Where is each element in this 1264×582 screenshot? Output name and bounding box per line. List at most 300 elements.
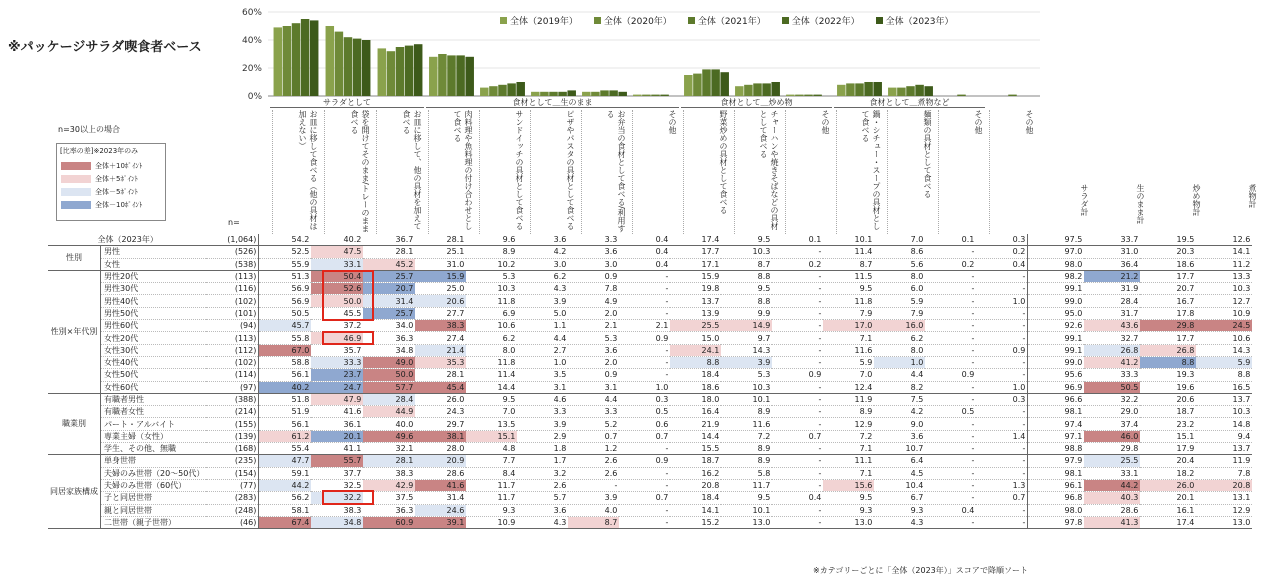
data-cell: 10.4	[874, 479, 925, 491]
data-cell: 7.8	[1196, 467, 1252, 479]
highlight-box	[322, 490, 374, 504]
data-cell: 1.0	[619, 381, 670, 393]
group-header: 食材として＿生のまま	[426, 97, 679, 108]
data-cell: 33.1	[1084, 467, 1140, 479]
data-cell: -	[772, 356, 823, 368]
data-cell: 49.6	[363, 430, 415, 442]
data-table	[48, 234, 1252, 529]
data-cell: 15.9	[415, 270, 466, 282]
column-header: お皿に移して、他の具材を加えて食べる	[376, 110, 423, 234]
data-cell: 9.5	[823, 283, 874, 295]
table-row	[48, 418, 1252, 430]
bar	[702, 69, 711, 96]
column-header: お皿に移して食べる（他の具材は加えない）	[272, 110, 319, 234]
data-cell: 4.3	[517, 283, 568, 295]
data-cell: 29.8	[1140, 320, 1196, 332]
data-cell: 0.7	[976, 492, 1028, 504]
bar	[753, 83, 762, 96]
table-row	[48, 295, 1252, 307]
row-label: 女性20代	[101, 332, 207, 344]
data-cell: 61.2	[259, 430, 312, 442]
bar	[795, 95, 804, 96]
data-cell: 2.6	[568, 467, 619, 479]
data-cell: 5.8	[721, 467, 772, 479]
data-cell: 15.2	[670, 516, 721, 528]
data-cell: 45.5	[311, 307, 363, 319]
data-cell: 36.1	[311, 418, 363, 430]
row-n: (102)	[206, 295, 259, 307]
data-cell: 16.7	[1140, 295, 1196, 307]
table-row	[48, 283, 1252, 295]
total-column-header: 煮物計	[1248, 184, 1257, 208]
data-cell: -	[619, 295, 670, 307]
data-cell: 47.7	[259, 455, 312, 467]
bar	[711, 69, 720, 96]
data-cell: 16.2	[670, 467, 721, 479]
data-cell: 7.0	[874, 234, 925, 246]
data-cell: -	[619, 443, 670, 455]
column-header: チャーハンや焼きそばなどの具材として食べる	[734, 110, 780, 234]
data-cell: 45.4	[415, 381, 466, 393]
data-cell: 96.6	[1028, 393, 1085, 405]
data-cell: 26.0	[1140, 479, 1196, 491]
data-cell: 0.3	[619, 393, 670, 405]
data-cell: 3.3	[517, 406, 568, 418]
data-cell: 3.6	[874, 430, 925, 442]
data-cell: 0.3	[976, 234, 1028, 246]
row-n: (235)	[206, 455, 259, 467]
bar	[888, 88, 897, 96]
row-n: (155)	[206, 418, 259, 430]
row-n: (101)	[206, 307, 259, 319]
data-cell: 16.5	[1196, 381, 1252, 393]
data-cell: 14.9	[721, 320, 772, 332]
data-cell: 50.5	[259, 307, 312, 319]
data-cell: -	[925, 443, 976, 455]
data-cell: 20.6	[1140, 393, 1196, 405]
data-cell: 2.0	[568, 307, 619, 319]
row-n: (113)	[206, 332, 259, 344]
data-cell: -	[619, 369, 670, 381]
data-cell: -	[925, 295, 976, 307]
data-cell: 52.5	[259, 246, 312, 258]
key-label: 全体＋5ﾎﾟｲﾝﾄ	[95, 175, 138, 183]
data-cell: 11.2	[1196, 258, 1252, 270]
data-cell: 12.4	[823, 381, 874, 393]
data-cell: 24.1	[670, 344, 721, 356]
row-n: (94)	[206, 320, 259, 332]
data-cell: 7.2	[823, 430, 874, 442]
data-cell: 49.0	[363, 356, 415, 368]
data-cell: 3.9	[721, 356, 772, 368]
data-cell: 8.0	[874, 270, 925, 282]
data-cell: 0.2	[772, 258, 823, 270]
data-cell: 24.5	[1196, 320, 1252, 332]
data-cell: 17.9	[1140, 443, 1196, 455]
key-swatch	[61, 175, 91, 183]
data-cell: 0.9	[568, 369, 619, 381]
row-label: 男性	[101, 246, 207, 258]
data-cell: 13.0	[1196, 516, 1252, 528]
data-cell: 34.0	[363, 320, 415, 332]
data-cell: 56.2	[259, 492, 312, 504]
data-cell: 38.3	[415, 320, 466, 332]
data-cell: 4.4	[568, 393, 619, 405]
group-header: 食材として＿炒め物	[681, 97, 832, 108]
data-cell: 37.2	[311, 320, 363, 332]
data-cell: 7.7	[466, 455, 517, 467]
data-cell: 33.1	[311, 258, 363, 270]
data-cell: 7.0	[823, 369, 874, 381]
data-cell: 28.1	[363, 246, 415, 258]
data-cell: 19.6	[1140, 381, 1196, 393]
data-cell: 56.1	[259, 369, 312, 381]
data-cell: 10.6	[466, 320, 517, 332]
column-header: 野菜炒めの具材として食べる	[683, 110, 729, 234]
data-cell: 28.0	[415, 443, 466, 455]
bar	[693, 74, 702, 96]
data-cell: 58.8	[259, 356, 312, 368]
data-cell: 40.0	[363, 418, 415, 430]
column-header: 袋を開けてそのまま/トレーのまま食べる	[324, 110, 371, 234]
data-cell: 19.5	[1140, 234, 1196, 246]
data-cell: -	[976, 467, 1028, 479]
data-cell: 10.3	[1196, 406, 1252, 418]
data-cell: 11.9	[823, 393, 874, 405]
data-cell: 8.2	[874, 381, 925, 393]
bar	[326, 26, 335, 96]
data-cell: 99.1	[1028, 332, 1085, 344]
data-cell: 5.3	[568, 332, 619, 344]
data-cell: 0.3	[976, 393, 1028, 405]
column-header: ピザやパスタの具材として食べる	[530, 110, 576, 234]
row-label: 全体（2023年）	[48, 234, 206, 246]
bar	[744, 85, 753, 96]
data-cell: 42.9	[363, 479, 415, 491]
y-tick-label: 0%	[247, 92, 262, 102]
data-cell: 5.3	[466, 270, 517, 282]
data-cell: 56.9	[259, 283, 312, 295]
data-cell: -	[619, 479, 670, 491]
data-cell: 3.5	[517, 369, 568, 381]
data-cell: 36.4	[1084, 258, 1140, 270]
data-cell: 0.1	[925, 234, 976, 246]
data-cell: 4.3	[874, 516, 925, 528]
bar	[531, 92, 540, 96]
data-cell: 41.2	[1084, 356, 1140, 368]
data-cell: 1.0	[976, 381, 1028, 393]
data-cell: 3.1	[568, 381, 619, 393]
data-cell: -	[925, 332, 976, 344]
key-swatch	[61, 201, 91, 209]
y-tick-label: 60%	[241, 8, 262, 18]
row-n: (112)	[206, 344, 259, 356]
table-row	[48, 479, 1252, 491]
table-row	[48, 320, 1252, 332]
data-cell: 98.2	[1028, 270, 1085, 282]
data-cell: -	[925, 320, 976, 332]
data-cell: -	[772, 467, 823, 479]
data-cell: -	[772, 516, 823, 528]
column-header: サンドイッチの具材として食べる	[479, 110, 525, 234]
table-row	[48, 430, 1252, 442]
data-cell: 67.0	[259, 344, 312, 356]
bar	[684, 75, 693, 96]
row-n: (116)	[206, 283, 259, 295]
data-cell: 27.7	[415, 307, 466, 319]
data-cell: 45.2	[363, 258, 415, 270]
category-label: 性別	[48, 246, 101, 271]
data-cell: 11.4	[466, 369, 517, 381]
data-cell: 28.4	[1084, 295, 1140, 307]
data-cell: -	[976, 270, 1028, 282]
data-cell: -	[925, 344, 976, 356]
data-cell: 96.9	[1028, 381, 1085, 393]
data-cell: 16.4	[670, 406, 721, 418]
data-cell: 18.7	[670, 455, 721, 467]
table-row	[48, 307, 1252, 319]
data-cell: 46.0	[1084, 430, 1140, 442]
bar	[609, 90, 618, 96]
data-cell: 38.1	[415, 430, 466, 442]
row-n: (248)	[206, 504, 259, 516]
data-cell: 31.0	[415, 258, 466, 270]
bar	[283, 26, 292, 96]
key-label: 全体－10ﾎﾟｲﾝﾄ	[95, 201, 143, 209]
data-cell: 98.0	[1028, 504, 1085, 516]
data-cell: -	[925, 455, 976, 467]
data-cell: -	[976, 455, 1028, 467]
data-cell: 7.5	[874, 393, 925, 405]
data-cell: 33.3	[311, 356, 363, 368]
data-cell: 36.3	[363, 332, 415, 344]
row-n: (168)	[206, 443, 259, 455]
row-label: 女性50代	[101, 369, 207, 381]
data-cell: -	[925, 418, 976, 430]
data-cell: 6.2	[874, 332, 925, 344]
y-tick-label: 40%	[241, 36, 262, 46]
data-cell: 4.4	[517, 332, 568, 344]
row-n: (214)	[206, 406, 259, 418]
bar	[864, 82, 873, 96]
data-cell: 4.2	[517, 246, 568, 258]
legend-item	[594, 14, 672, 27]
row-n: (46)	[206, 516, 259, 528]
data-cell: -	[619, 467, 670, 479]
data-cell: 38.3	[363, 467, 415, 479]
y-tick-label: 20%	[241, 64, 262, 74]
data-cell: 60.9	[363, 516, 415, 528]
data-cell: -	[976, 504, 1028, 516]
data-cell: 24.6	[415, 504, 466, 516]
key-swatch	[61, 188, 91, 196]
data-cell: 13.3	[1196, 270, 1252, 282]
data-cell: 67.4	[259, 516, 312, 528]
data-cell: 33.3	[1084, 369, 1140, 381]
bar	[924, 86, 933, 96]
data-cell: 32.2	[311, 492, 363, 504]
data-cell: 44.9	[363, 406, 415, 418]
bar	[292, 23, 301, 96]
table-row	[48, 443, 1252, 455]
data-cell: 8.8	[1196, 369, 1252, 381]
data-cell: 1.4	[976, 430, 1028, 442]
data-cell: 3.0	[568, 258, 619, 270]
data-cell: 11.4	[823, 246, 874, 258]
bar	[873, 82, 882, 96]
bar	[855, 83, 864, 96]
data-cell: 38.3	[311, 504, 363, 516]
data-cell: 10.1	[721, 393, 772, 405]
data-cell: 9.6	[466, 234, 517, 246]
data-cell: 4.8	[466, 443, 517, 455]
row-n: (283)	[206, 492, 259, 504]
data-cell: 8.0	[466, 344, 517, 356]
legend-label: 全体（2019年）	[510, 17, 578, 27]
data-cell: 39.1	[415, 516, 466, 528]
data-cell: 99.1	[1028, 344, 1085, 356]
data-cell: 11.9	[1196, 455, 1252, 467]
data-cell: -	[619, 270, 670, 282]
data-cell: 11.7	[466, 492, 517, 504]
data-cell: 10.7	[874, 443, 925, 455]
data-cell: 55.8	[259, 332, 312, 344]
data-cell: 20.8	[1196, 479, 1252, 491]
data-cell: 40.2	[311, 234, 363, 246]
bar	[618, 92, 627, 96]
data-cell: 0.7	[772, 430, 823, 442]
data-cell: 20.7	[1140, 283, 1196, 295]
data-cell: 55.7	[311, 455, 363, 467]
data-cell: 7.9	[874, 307, 925, 319]
group-header: サラダとして	[270, 97, 424, 108]
data-cell: 8.9	[721, 406, 772, 418]
bar	[344, 37, 353, 96]
data-cell: 11.1	[823, 455, 874, 467]
data-cell: 5.9	[1196, 356, 1252, 368]
data-cell: 97.0	[1028, 246, 1085, 258]
data-cell: 32.2	[1084, 393, 1140, 405]
key-item	[61, 161, 161, 171]
data-cell: -	[772, 393, 823, 405]
data-cell: 0.9	[619, 455, 670, 467]
data-cell: 12.9	[823, 418, 874, 430]
data-cell: 34.8	[311, 516, 363, 528]
data-cell: 33.7	[1084, 234, 1140, 246]
data-cell: 3.6	[517, 234, 568, 246]
bar	[906, 86, 915, 96]
data-cell: 51.3	[259, 270, 312, 282]
data-cell: 5.6	[874, 258, 925, 270]
data-cell: 37.4	[1084, 418, 1140, 430]
data-cell: 9.3	[823, 504, 874, 516]
data-cell: 56.1	[259, 418, 312, 430]
data-cell: 32.5	[311, 479, 363, 491]
data-cell: 50.4	[311, 270, 363, 282]
data-cell: 1.0	[976, 295, 1028, 307]
bar	[582, 92, 591, 96]
data-cell: 1.3	[976, 479, 1028, 491]
data-cell: 25.7	[363, 307, 415, 319]
data-cell: 11.7	[721, 479, 772, 491]
data-cell: 20.7	[363, 283, 415, 295]
data-cell: 55.4	[259, 443, 312, 455]
data-cell: 17.4	[1140, 516, 1196, 528]
data-cell: 3.1	[517, 381, 568, 393]
color-key-title: [比率の差]※2023年のみ	[60, 147, 139, 155]
row-label: 親と同居世帯	[101, 504, 207, 516]
data-cell: 3.6	[517, 504, 568, 516]
data-cell: 0.4	[976, 258, 1028, 270]
data-cell: 2.1	[619, 320, 670, 332]
data-cell: 5.3	[721, 369, 772, 381]
data-cell: 47.5	[311, 246, 363, 258]
data-cell: 92.6	[1028, 320, 1085, 332]
table-row	[48, 344, 1252, 356]
data-cell: -	[976, 369, 1028, 381]
bar	[387, 51, 396, 96]
data-cell: 52.6	[311, 283, 363, 295]
data-cell: 44.2	[1084, 479, 1140, 491]
bar	[396, 47, 405, 96]
data-cell: -	[772, 479, 823, 491]
data-cell: 8.9	[823, 406, 874, 418]
data-cell: 8.8	[670, 356, 721, 368]
data-cell: 9.3	[466, 504, 517, 516]
data-cell: 20.8	[670, 479, 721, 491]
data-cell: 5.0	[517, 307, 568, 319]
n-note: n=30以上の場合	[58, 125, 120, 134]
data-cell: -	[619, 504, 670, 516]
data-cell: 29.7	[415, 418, 466, 430]
data-cell: 20.9	[415, 455, 466, 467]
data-cell: 6.9	[466, 307, 517, 319]
data-cell: 13.0	[721, 516, 772, 528]
data-cell: -	[925, 270, 976, 282]
data-cell: 36.7	[363, 234, 415, 246]
row-n: (77)	[206, 479, 259, 491]
data-cell: 34.8	[363, 344, 415, 356]
data-cell: 14.4	[670, 430, 721, 442]
data-cell: -	[772, 332, 823, 344]
category-label: 職業別	[48, 393, 101, 454]
bar	[429, 57, 438, 96]
data-cell: 0.5	[619, 406, 670, 418]
data-cell: 17.0	[823, 320, 874, 332]
bar	[414, 44, 423, 96]
bar	[378, 48, 387, 96]
data-cell: 31.0	[1084, 246, 1140, 258]
data-cell: 31.4	[363, 295, 415, 307]
bar	[762, 83, 771, 96]
data-cell: 0.4	[619, 258, 670, 270]
data-cell: 19.3	[1140, 369, 1196, 381]
bar	[507, 83, 515, 96]
data-cell: 97.4	[1028, 418, 1085, 430]
data-cell: 10.3	[721, 246, 772, 258]
data-cell: 25.5	[670, 320, 721, 332]
data-cell: 96.8	[1028, 492, 1085, 504]
data-cell: -	[976, 418, 1028, 430]
column-header: 麺類の具材として食べる	[887, 110, 933, 234]
data-cell: 15.1	[1140, 430, 1196, 442]
row-label: 男性30代	[101, 283, 207, 295]
data-cell: 25.0	[415, 283, 466, 295]
bar	[310, 20, 319, 96]
column-header: 鍋・シチュー・スープの具材として食べる	[836, 110, 882, 234]
data-cell: 21.4	[415, 344, 466, 356]
data-cell: 97.8	[1028, 516, 1085, 528]
